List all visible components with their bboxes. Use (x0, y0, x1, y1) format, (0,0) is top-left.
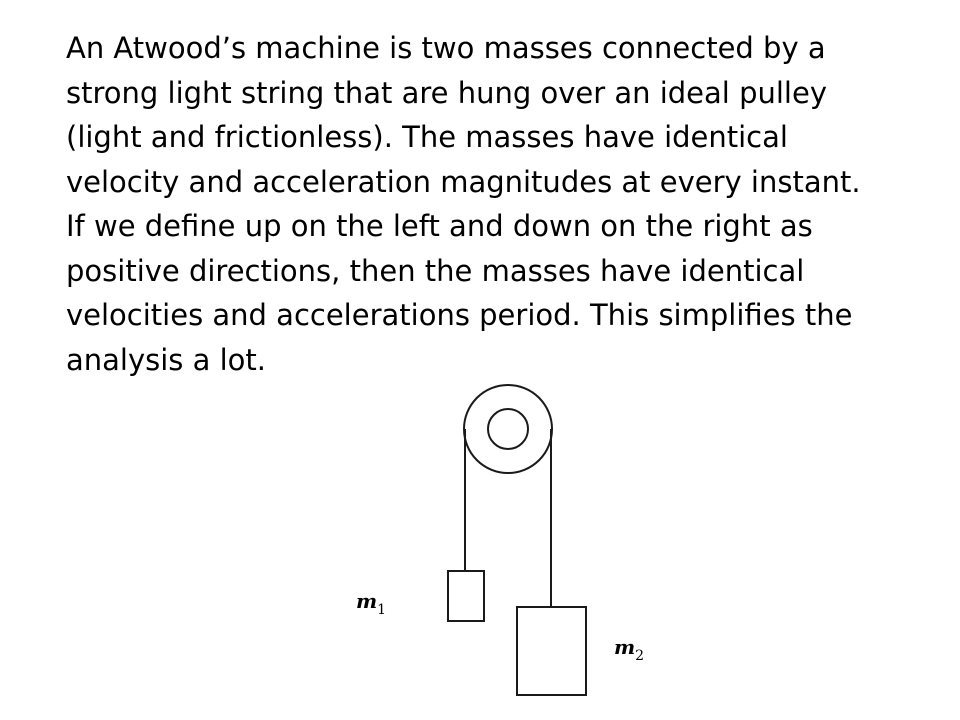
mass-2-block (517, 607, 586, 695)
paragraph-line-1: An Atwood’s machine is two masses connected by a (66, 31, 826, 65)
pulley-axle (488, 409, 528, 449)
mass-1-block (448, 571, 484, 621)
paragraph-line-8: analysis a lot. (66, 342, 267, 377)
mass-1-subscript: 1 (377, 602, 387, 618)
mass-2-subscript: 2 (635, 648, 645, 664)
paragraph-line-6: positive directions, then the masses have identical (66, 253, 805, 288)
paragraph-line-3: (light and frictionless). The masses have identical (66, 120, 788, 154)
mass-2-label (614, 635, 644, 664)
mass-2-symbol: m (614, 635, 636, 659)
paragraph-line-7: velocities and accelerations period. This simplifies the (66, 298, 853, 332)
paragraph-line-4: velocity and acceleration magnitudes at every instant. (66, 164, 861, 199)
paragraph-line-5: If we define up on the left and down on the right as (66, 209, 813, 243)
mass-1-label (356, 589, 386, 618)
pulley-outer-rim (464, 385, 552, 473)
paragraph-line-2: strong light string that are hung over an ideal pulley (66, 75, 827, 110)
mass-1-symbol: m (356, 589, 378, 613)
